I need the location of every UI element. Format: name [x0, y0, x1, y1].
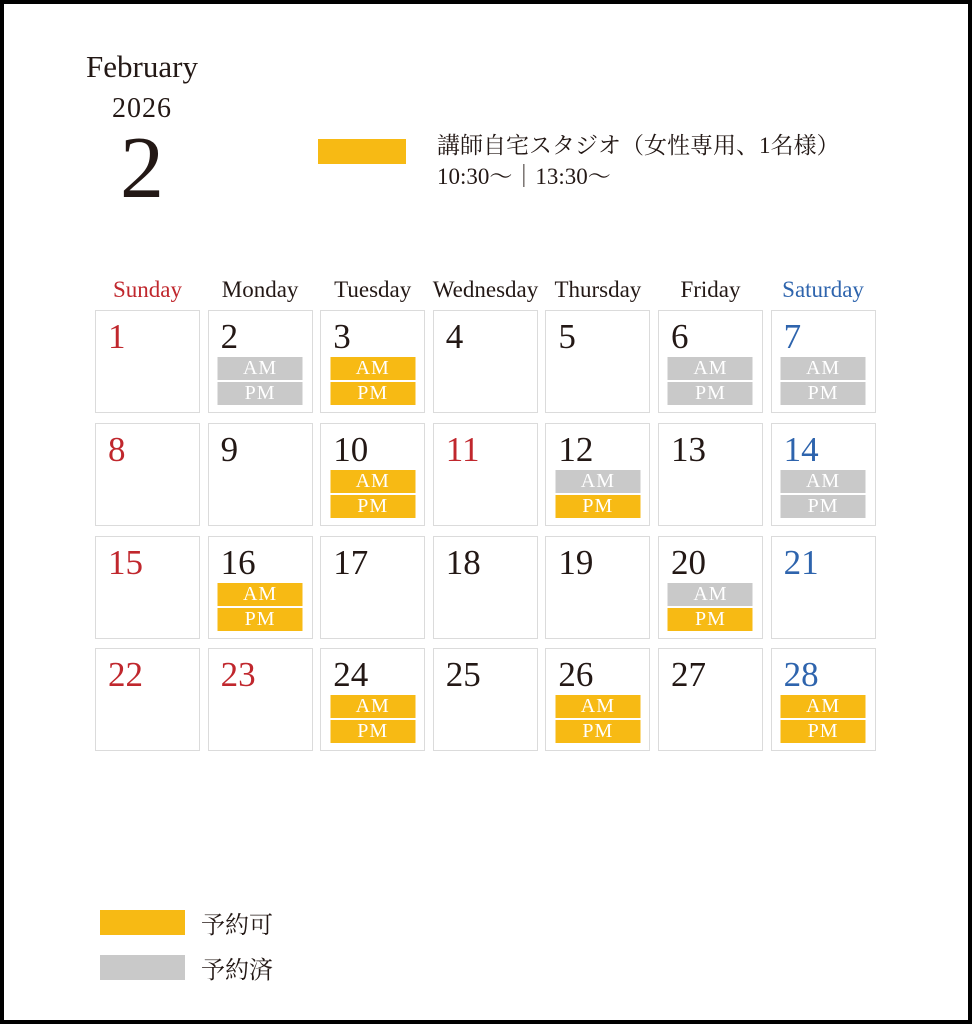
weekday-header: Friday — [680, 277, 741, 302]
slot-badge-pm-booked: PM — [668, 382, 753, 405]
day-number: 27 — [670, 655, 706, 695]
weekday-header: Sunday — [113, 277, 182, 302]
day-cell — [320, 423, 425, 526]
day-cell — [208, 536, 313, 639]
slot-badges — [781, 695, 866, 743]
day-number: 9 — [220, 429, 239, 469]
day-cell — [771, 310, 876, 413]
slot-badges — [218, 357, 303, 405]
slot-badge-am-available: AM — [218, 583, 303, 606]
slot-badge-am-booked: AM — [218, 357, 303, 380]
day-cell — [95, 423, 200, 526]
day-cell — [320, 648, 425, 751]
day-number: 16 — [220, 542, 256, 582]
day-number: 23 — [220, 655, 256, 695]
day-cell — [771, 536, 876, 639]
slot-badges — [555, 470, 640, 518]
day-number: 4 — [445, 317, 464, 356]
day-number: 17 — [333, 542, 369, 582]
day-number: 19 — [558, 542, 594, 582]
day-cell — [433, 536, 538, 639]
day-number: 25 — [445, 655, 481, 695]
weekday-header: Thursday — [554, 277, 642, 302]
day-number: 11 — [445, 429, 480, 469]
slot-badge-pm-available: PM — [555, 720, 640, 743]
slot-badge-am-available: AM — [781, 695, 866, 718]
day-number: 5 — [558, 317, 576, 356]
day-cell — [208, 310, 313, 413]
day-number: 7 — [783, 317, 802, 356]
day-cell — [320, 536, 425, 639]
slot-badge-pm-available: PM — [781, 720, 866, 743]
day-cell — [95, 536, 200, 639]
slot-badges — [668, 357, 753, 405]
slot-badge-pm-available: PM — [330, 720, 415, 743]
day-cell — [771, 648, 876, 751]
day-cell — [320, 310, 425, 413]
day-cell — [95, 310, 200, 413]
day-cell — [433, 423, 538, 526]
legend-available — [100, 905, 273, 940]
slot-badge-pm-booked: PM — [781, 382, 866, 405]
slot-badge-pm-available: PM — [218, 608, 303, 631]
day-number: 6 — [670, 317, 689, 356]
slot-badges — [668, 583, 753, 631]
studio-legend-swatch — [318, 139, 406, 164]
day-number: 21 — [783, 542, 819, 582]
slot-badges — [781, 470, 866, 518]
day-number: 14 — [783, 429, 819, 469]
slot-badge-pm-available: PM — [330, 382, 415, 405]
day-cell — [658, 423, 763, 526]
slot-badge-pm-available: PM — [330, 495, 415, 518]
slot-badges — [218, 583, 303, 631]
day-cell — [433, 648, 538, 751]
slot-badges — [555, 695, 640, 743]
day-number: 2 — [220, 317, 239, 356]
weekday-header: Tuesday — [334, 277, 412, 302]
slot-badge-pm-available: PM — [555, 495, 640, 518]
studio-legend-line2: 10:30〜｜13:30〜 — [437, 164, 611, 190]
legend-booked-label: 予約済 — [201, 958, 273, 984]
slot-badge-pm-booked: PM — [781, 495, 866, 518]
calendar-title — [80, 49, 204, 217]
day-cell — [433, 310, 538, 413]
day-cell — [95, 648, 200, 751]
slot-badge-am-booked: AM — [668, 357, 753, 380]
day-cell — [545, 310, 650, 413]
slot-badge-am-available: AM — [555, 695, 640, 718]
slot-badge-pm-available: PM — [668, 608, 753, 631]
slot-badge-pm-booked: PM — [218, 382, 303, 405]
day-number: 13 — [670, 429, 706, 469]
day-number: 10 — [333, 429, 369, 469]
slot-badge-am-booked: AM — [781, 357, 866, 380]
weekday-row — [95, 276, 876, 304]
slot-badges — [330, 357, 415, 405]
legend-available-label: 予約可 — [201, 913, 273, 939]
day-number: 24 — [333, 655, 369, 695]
slot-badge-am-booked: AM — [668, 583, 753, 606]
year-label: 2026 — [112, 93, 172, 125]
day-cell — [545, 423, 650, 526]
month-name: February — [86, 49, 198, 84]
slot-badges — [330, 695, 415, 743]
legend-available-swatch — [100, 910, 185, 935]
slot-badges — [330, 470, 415, 518]
studio-legend-text — [437, 130, 867, 192]
day-cell — [545, 648, 650, 751]
calendar-grid — [95, 310, 876, 751]
day-cell — [658, 648, 763, 751]
slot-badge-am-booked: AM — [781, 470, 866, 493]
day-number: 15 — [108, 542, 143, 582]
slot-badge-am-booked: AM — [555, 470, 640, 493]
day-cell — [771, 423, 876, 526]
month-number: 2 — [120, 119, 164, 217]
day-number: 8 — [108, 429, 126, 469]
legend-booked — [100, 950, 273, 985]
day-number: 20 — [670, 542, 706, 582]
weekday-header: Wednesday — [432, 277, 539, 302]
slot-badge-am-available: AM — [330, 357, 415, 380]
day-number: 22 — [108, 655, 143, 695]
weekday-header: Saturday — [782, 277, 864, 302]
day-number: 3 — [333, 317, 351, 356]
studio-legend-line1: 講師自宅スタジオ（女性専用、1名様） — [437, 133, 840, 158]
slot-badge-am-available: AM — [330, 695, 415, 718]
day-number: 26 — [558, 655, 594, 695]
day-number: 28 — [783, 655, 819, 695]
day-cell — [208, 648, 313, 751]
day-cell — [545, 536, 650, 639]
slot-badge-am-available: AM — [330, 470, 415, 493]
day-number: 1 — [108, 317, 126, 356]
weekday-header: Monday — [221, 277, 299, 302]
day-cell — [658, 310, 763, 413]
slot-badges — [781, 357, 866, 405]
day-number: 18 — [445, 542, 481, 582]
day-cell — [658, 536, 763, 639]
legend-booked-swatch — [100, 955, 185, 980]
day-number: 12 — [558, 429, 594, 469]
day-cell — [208, 423, 313, 526]
